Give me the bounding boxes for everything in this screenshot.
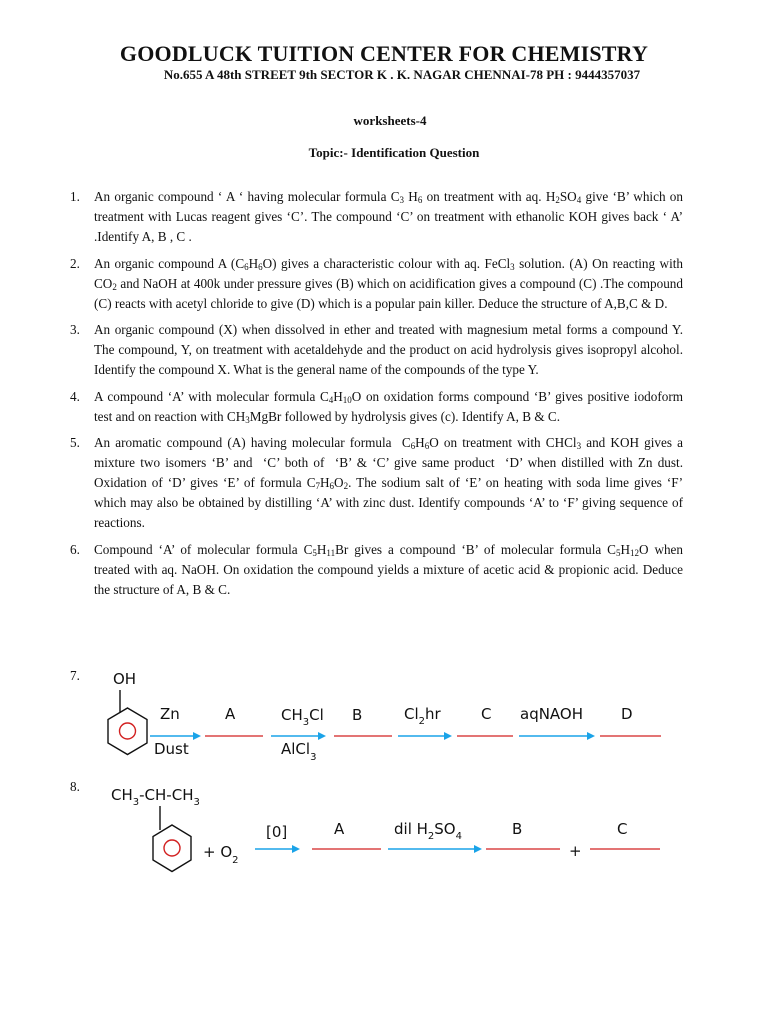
isopropyl-substituent: $CH_3-CH-CH_3$ bbox=[111, 786, 200, 808]
question-text: An organic compound A $(C_6H_6O)$ gives a characteristic colour with aq. FeCl$_3$ solution. (A) On reacting with $CO_2$ and NaOH at 400k under pressure gives (B) which on acidification gives a compound (C) .The compound (C) reacts with acetyl chloride to give (D) which is a popular pain killer. Deduce the structure of A,B,C & D. bbox=[94, 255, 683, 311]
product-a: A bbox=[334, 820, 345, 838]
reagent-aqnaoh: aqNAOH bbox=[520, 705, 584, 723]
reagent-oxidation: [0] bbox=[266, 823, 288, 841]
question-7-number: 7. bbox=[70, 668, 80, 683]
question-number: 4. bbox=[70, 388, 80, 404]
substituent-oh: OH bbox=[113, 670, 137, 688]
reagent-zn: Zn bbox=[160, 705, 180, 723]
question-number: 2. bbox=[70, 255, 80, 271]
plus-o2: + $O_2$ bbox=[203, 843, 239, 866]
reagent-dust: Dust bbox=[154, 740, 189, 758]
question-number: 3. bbox=[70, 322, 80, 337]
benzene-ring-circle bbox=[164, 840, 180, 856]
question-text: An organic compound ‘ A ‘ having molecular formula $C_3$ $H_6$ on treatment with aq. $H_2SO_4$ give ‘B’ which on treatment with Lucas reagent gives ‘C’. The compound ‘C’ on treatment with ethanolic KOH gives back ‘ A’ .Identify A, B , C . bbox=[94, 189, 683, 244]
product-c: C bbox=[617, 820, 628, 838]
worksheet-label: worksheets-4 bbox=[353, 113, 427, 128]
product-a: A bbox=[225, 705, 236, 723]
question-8-number: 8. bbox=[70, 779, 80, 794]
reagent-cl2hr: $Cl_2hr$ bbox=[404, 705, 441, 727]
question-item bbox=[70, 387, 683, 427]
question-number: 6. bbox=[70, 541, 80, 557]
benzene-ring bbox=[108, 708, 147, 755]
benzene-ring bbox=[153, 825, 191, 872]
question-text: An organic compound (X) when dissolved in ether and treated with magnesium metal forms a compound Y. The compound, Y, on treatment with acetaldehyde and the product on acid hydrolysis gives isopropyl alcohol. Identify the compound X. What is the general name of the compounds of the type Y. bbox=[94, 322, 683, 377]
question-list bbox=[70, 187, 683, 606]
question-number: 5. bbox=[70, 435, 80, 450]
question-item bbox=[70, 320, 683, 380]
reagent-ch3cl: $CH_3Cl$ bbox=[281, 706, 324, 728]
question-text: Compound ‘A’ of molecular formula $C_5H_{11}Br$ gives a compound ‘B’ of molecular formula $C_5H_{12}O$ when treated with aq. NaOH. On oxidation the compound yields a mixture of acetic acid & propionic acid. Deduce the structure of A, B & C. bbox=[94, 541, 684, 597]
question-item bbox=[70, 187, 683, 247]
center-address: No.655 A 48th STREET 9th SECTOR K . K. NAGAR CHENNAI-78 PH : 9444357037 bbox=[163, 67, 641, 82]
plus-sign: + bbox=[569, 842, 582, 860]
product-d: D bbox=[621, 705, 633, 723]
question-item bbox=[70, 254, 683, 314]
benzene-ring-circle bbox=[120, 723, 136, 739]
topic-label: Topic:- Identification Question bbox=[308, 145, 480, 160]
page-title: GOODLUCK TUITION CENTER FOR CHEMISTRY bbox=[119, 41, 649, 66]
reagent-alcl3: AlCl$_3$ bbox=[281, 740, 317, 763]
question-number: 1. bbox=[70, 189, 80, 204]
question-item bbox=[70, 540, 683, 600]
question-item bbox=[70, 433, 683, 533]
question-text: A compound ‘A’ with molecular formula $C_4H_{10}O$ on oxidation forms compound ‘B’ gives positive iodoform test and on reaction with $CH_3MgBr$ followed by hydrolysis gives (c). Identify A, B & C. bbox=[94, 388, 683, 425]
product-b: B bbox=[352, 706, 363, 724]
question-text: An aromatic compound (A) having molecular formula $C_6H_6O$ on treatment with CHCl$_3$ and KOH gives a mixture two isomers ‘B’ and ‘C’ both of ‘B’ & ‘C’ give same product ‘D’ when distilled with Zn dust. Oxidation of ‘D’ gives ‘E’ of formula $C_7H_6O_2$. The sodium salt of ‘E’ on heating with soda lime gives ‘F’ which may also be obtained by distilling ‘A’ with zinc dust. Identify compounds ‘A’ to ‘F’ giving sequence of reactions. bbox=[94, 435, 683, 530]
reagent-dil-h2so4: dil $H_2SO_4$ bbox=[394, 820, 462, 842]
product-b: B bbox=[512, 820, 523, 838]
product-c: C bbox=[481, 705, 492, 723]
